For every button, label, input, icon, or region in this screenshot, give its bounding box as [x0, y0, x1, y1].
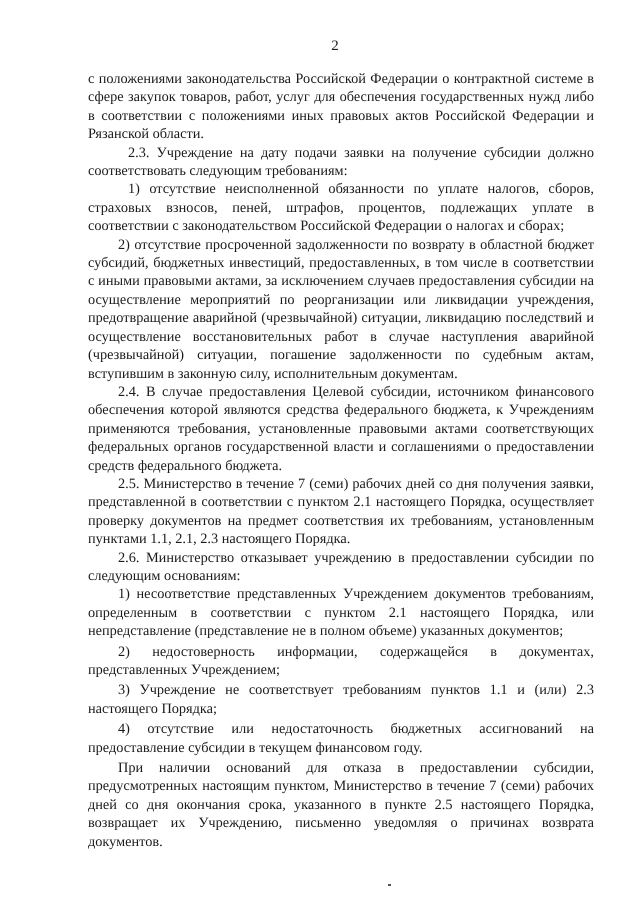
paragraph-2-6-item-4: 4) отсутствие или недостаточность бюджетных ассигнований на предоставление субсидии в текущем финансовом году. — [88, 721, 594, 756]
paragraph-contract-system: с положениями законодательства Российской Федерации о контрактной системе в сфере закупок товаров, работ, услуг для обеспечения государственных нужд либо в соответствии с положениями иных правовых актов Российской Федерации и Рязанской области. — [88, 71, 594, 143]
paragraph-2-6: 2.6. Министерство отказывает учреждению в предоставлении субсидии по следующим основаниям: — [88, 549, 594, 584]
paragraph-2-6-item-1: 1) несоответствие представленных Учреждением документов требованиям, определенным в соответствии с пунктом 2.1 настоящего Порядка, или непредставление (представление не в полном объеме) указанных документов; — [88, 586, 594, 640]
paragraph-2-3-item-1: 1) отсутствие неисполненной обязанности по уплате налогов, сборов, страховых взносов, пеней, штрафов, процентов, подлежащих уплате в соответствии с законодательством Российской Федерации о налогах и сборах; — [88, 181, 594, 235]
document-body — [88, 70, 594, 851]
scan-artifact — [388, 884, 391, 886]
paragraph-2-5: 2.5. Министерство в течение 7 (семи) рабочих дней со дня получения заявки, представленной в соответствии с пунктом 2.1 настоящего Порядка, осуществляет проверку документов на предмет соответствия их требованиям, установленным пунктами 1.1, 2.1, 2.3 настоящего Порядка. — [88, 475, 594, 548]
paragraph-refusal-grounds: При наличии оснований для отказа в предоставлении субсидии, предусмотренных настоящим пунктом, Министерство в течение 7 (семи) рабочих дней со дня окончания срока, указанного в пункте 2.5 настоящего Порядка, возвращает их Учреждению, письменно уведомляя о причинах возврата документов. — [88, 760, 594, 850]
paragraph-2-3: 2.3. Учреждение на дату подачи заявки на получение субсидии должно соответствовать следующим требованиям: — [88, 144, 594, 180]
paragraph-2-6-item-2: 2) недостоверность информации, содержащейся в документах, представленных Учреждением; — [88, 643, 594, 678]
paragraph-2-4: 2.4. В случае предоставления Целевой субсидии, источником финансового обеспечения которой являются средства федерального бюджета, к Учреждениям применяются требования, установленные правовыми актами соответствующих федеральных органов государственной власти и соглашениями о предоставлении средств федерального бюджета. — [88, 383, 594, 474]
paragraph-2-3-item-2: 2) отсутствие просроченной задолженности по возврату в областной бюджет субсидий, бюджетных инвестиций, предоставленных, в том числе в соответствии с иными правовыми актами, за исключением случаев предоставления субсидии на осуществление мероприятий по реорганизации или ликвидации учреждения, предотвращение аварийной (чрезвычайной) ситуации, ликвидацию последствий и осуществление восстановительных работ в случае наступления аварийной (чрезвычайной) ситуации, погашение задолженности по судебным актам, вступившим в законную силу, исполнительным документам. — [88, 236, 594, 382]
page-number: 2 — [331, 38, 339, 54]
paragraph-2-6-item-3: 3) Учреждение не соответствует требованиям пунктов 1.1 и (или) 2.3 настоящего Порядка; — [88, 682, 594, 717]
